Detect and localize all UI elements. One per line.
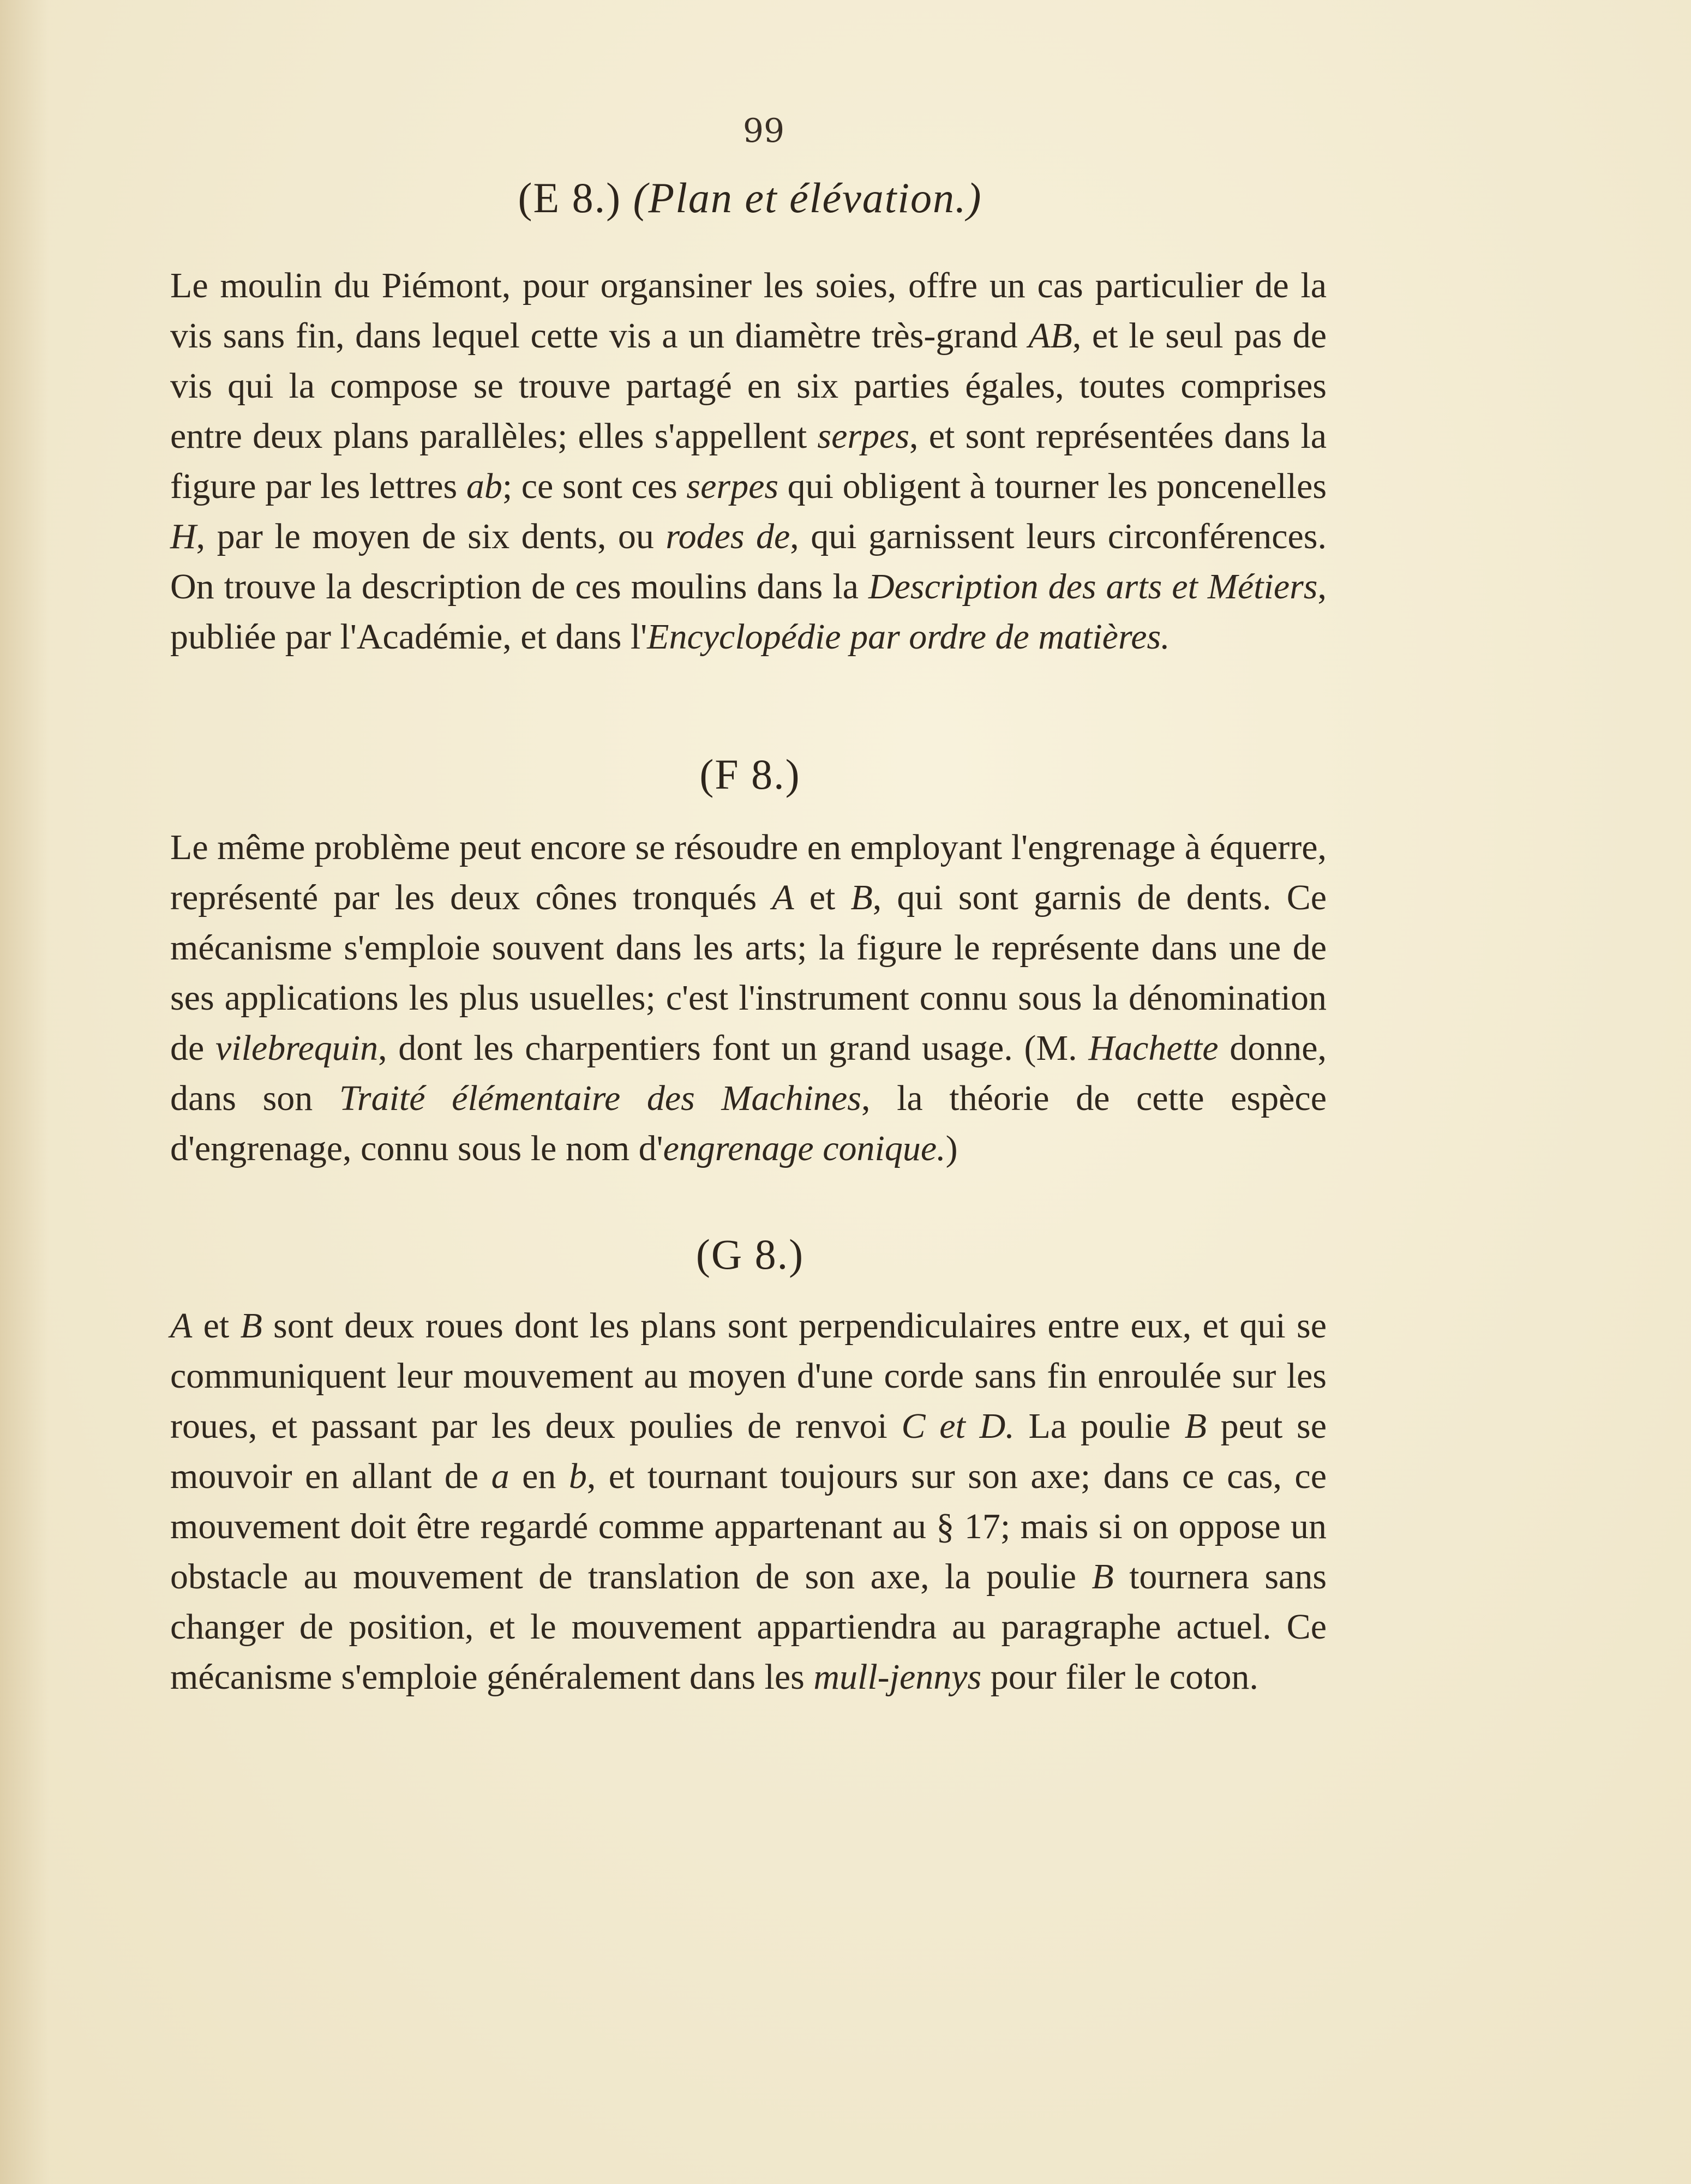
section-label: (E 8.) [518,174,622,221]
text-run: Le moulin du Piémont, pour organsiner les soies, offre un cas particulier de la vis sans fin, dans lequel cette vis a un diamètre très-grand [170,266,1327,356]
italic-run: Traité élémentaire des Machines [339,1078,861,1118]
section-label: (F 8.) [699,751,801,798]
page-number: 99 [742,112,785,150]
section-label: (G 8.) [695,1231,805,1278]
page-edge-shadow [0,0,49,2184]
text-run: sont deux roues dont les plans sont perpendiculaires entre eux, et qui se communiquent leur mouvement au moyen d'une corde sans fin enroulée sur les roues, et passant par les deux poulies de renvoi [170,1306,1327,1446]
text-run: , et sont représentées dans la figure par les lettres [170,416,1327,506]
italic-run: B [850,878,873,917]
text-run: , la théorie de cette espèce d'engrenage, connu sous le nom d' [170,1078,1327,1168]
paragraph-text [170,1301,1327,1702]
text-run: , dont les charpentiers font un grand usage. (M. [378,1028,1089,1068]
italic-run: B [1184,1406,1207,1446]
text-run: et [192,1306,241,1346]
text-run: pour filer le coton. [981,1657,1258,1697]
text-run: Le même problème peut encore se résoudre en employant l'engrenage à équerre, représenté par les deux cônes tronqués [170,827,1327,917]
text-run: et [794,878,851,917]
italic-run: serpes [817,416,910,456]
italic-run: engrenage conique. [663,1129,946,1168]
italic-run: B [1092,1557,1114,1597]
section-subtitle: (Plan et élévation.) [633,174,982,221]
paragraph-e8 [170,261,1327,662]
italic-run: mull-jennys [813,1657,982,1697]
text-run: , qui sont garnis de dents. Ce mécanisme s'emploie souvent dans les arts; la figure le représente dans une de ses applications les plus usuelles; c'est l'instrument connu sous la dénomination de [170,878,1327,1068]
italic-run: rodes de [665,517,790,556]
italic-run: B [240,1306,262,1346]
italic-run: Encyclopédie par ordre de matières. [647,617,1170,657]
text-run: donne, dans son [170,1028,1327,1118]
italic-run: a [491,1456,509,1496]
paragraph-text [170,261,1327,662]
italic-run: C et D. [901,1406,1015,1446]
italic-run: A [772,878,794,917]
section-heading-e8 [164,173,1336,223]
italic-run: AB [1028,316,1072,356]
text-run: ) [945,1129,958,1168]
italic-run: serpes [686,466,779,506]
section-heading-g8 [164,1230,1336,1279]
text-run: qui obligent à tourner les poncenelles [778,466,1327,506]
text-run: tournera sans changer de position, et le mouvement appartiendra au paragraphe actuel. Ce mécanisme s'emploie généralement dans les [170,1557,1327,1697]
text-run: , publiée par l'Académie, et dans l' [170,567,1327,657]
text-run: , par le moyen de six dents, ou [196,517,666,556]
text-run: , et tournant toujours sur son axe; dans ce cas, ce mouvement doit être regardé comme appartenant au § 17; mais si on oppose un obstacle au mouvement de translation de son axe, la poulie [170,1456,1327,1597]
text-run: , qui garnissent leurs circonférences. On trouve la description de ces moulins dans la [170,517,1327,607]
italic-run: Description des arts et Métiers [868,567,1318,607]
italic-run: A [170,1306,193,1346]
italic-run: vilebrequin [215,1028,379,1068]
italic-run: ab [466,466,502,506]
italic-run: H [170,517,196,556]
text-run: peut se mouvoir en allant de [170,1406,1327,1496]
text-run: en [509,1456,569,1496]
text-run: , et le seul pas de vis qui la compose se trouve partagé en six parties égales, toutes comprises entre deux plans parallèles; elles s'appellent [170,316,1327,456]
section-heading-f8 [164,750,1336,799]
italic-run: Hachette [1088,1028,1219,1068]
paragraph-g8 [170,1301,1327,1702]
paragraph-text [170,823,1327,1174]
text-run: La poulie [1014,1406,1185,1446]
text-run: ; ce sont ces [502,466,687,506]
italic-run: b [568,1456,587,1496]
paragraph-f8 [170,823,1327,1174]
